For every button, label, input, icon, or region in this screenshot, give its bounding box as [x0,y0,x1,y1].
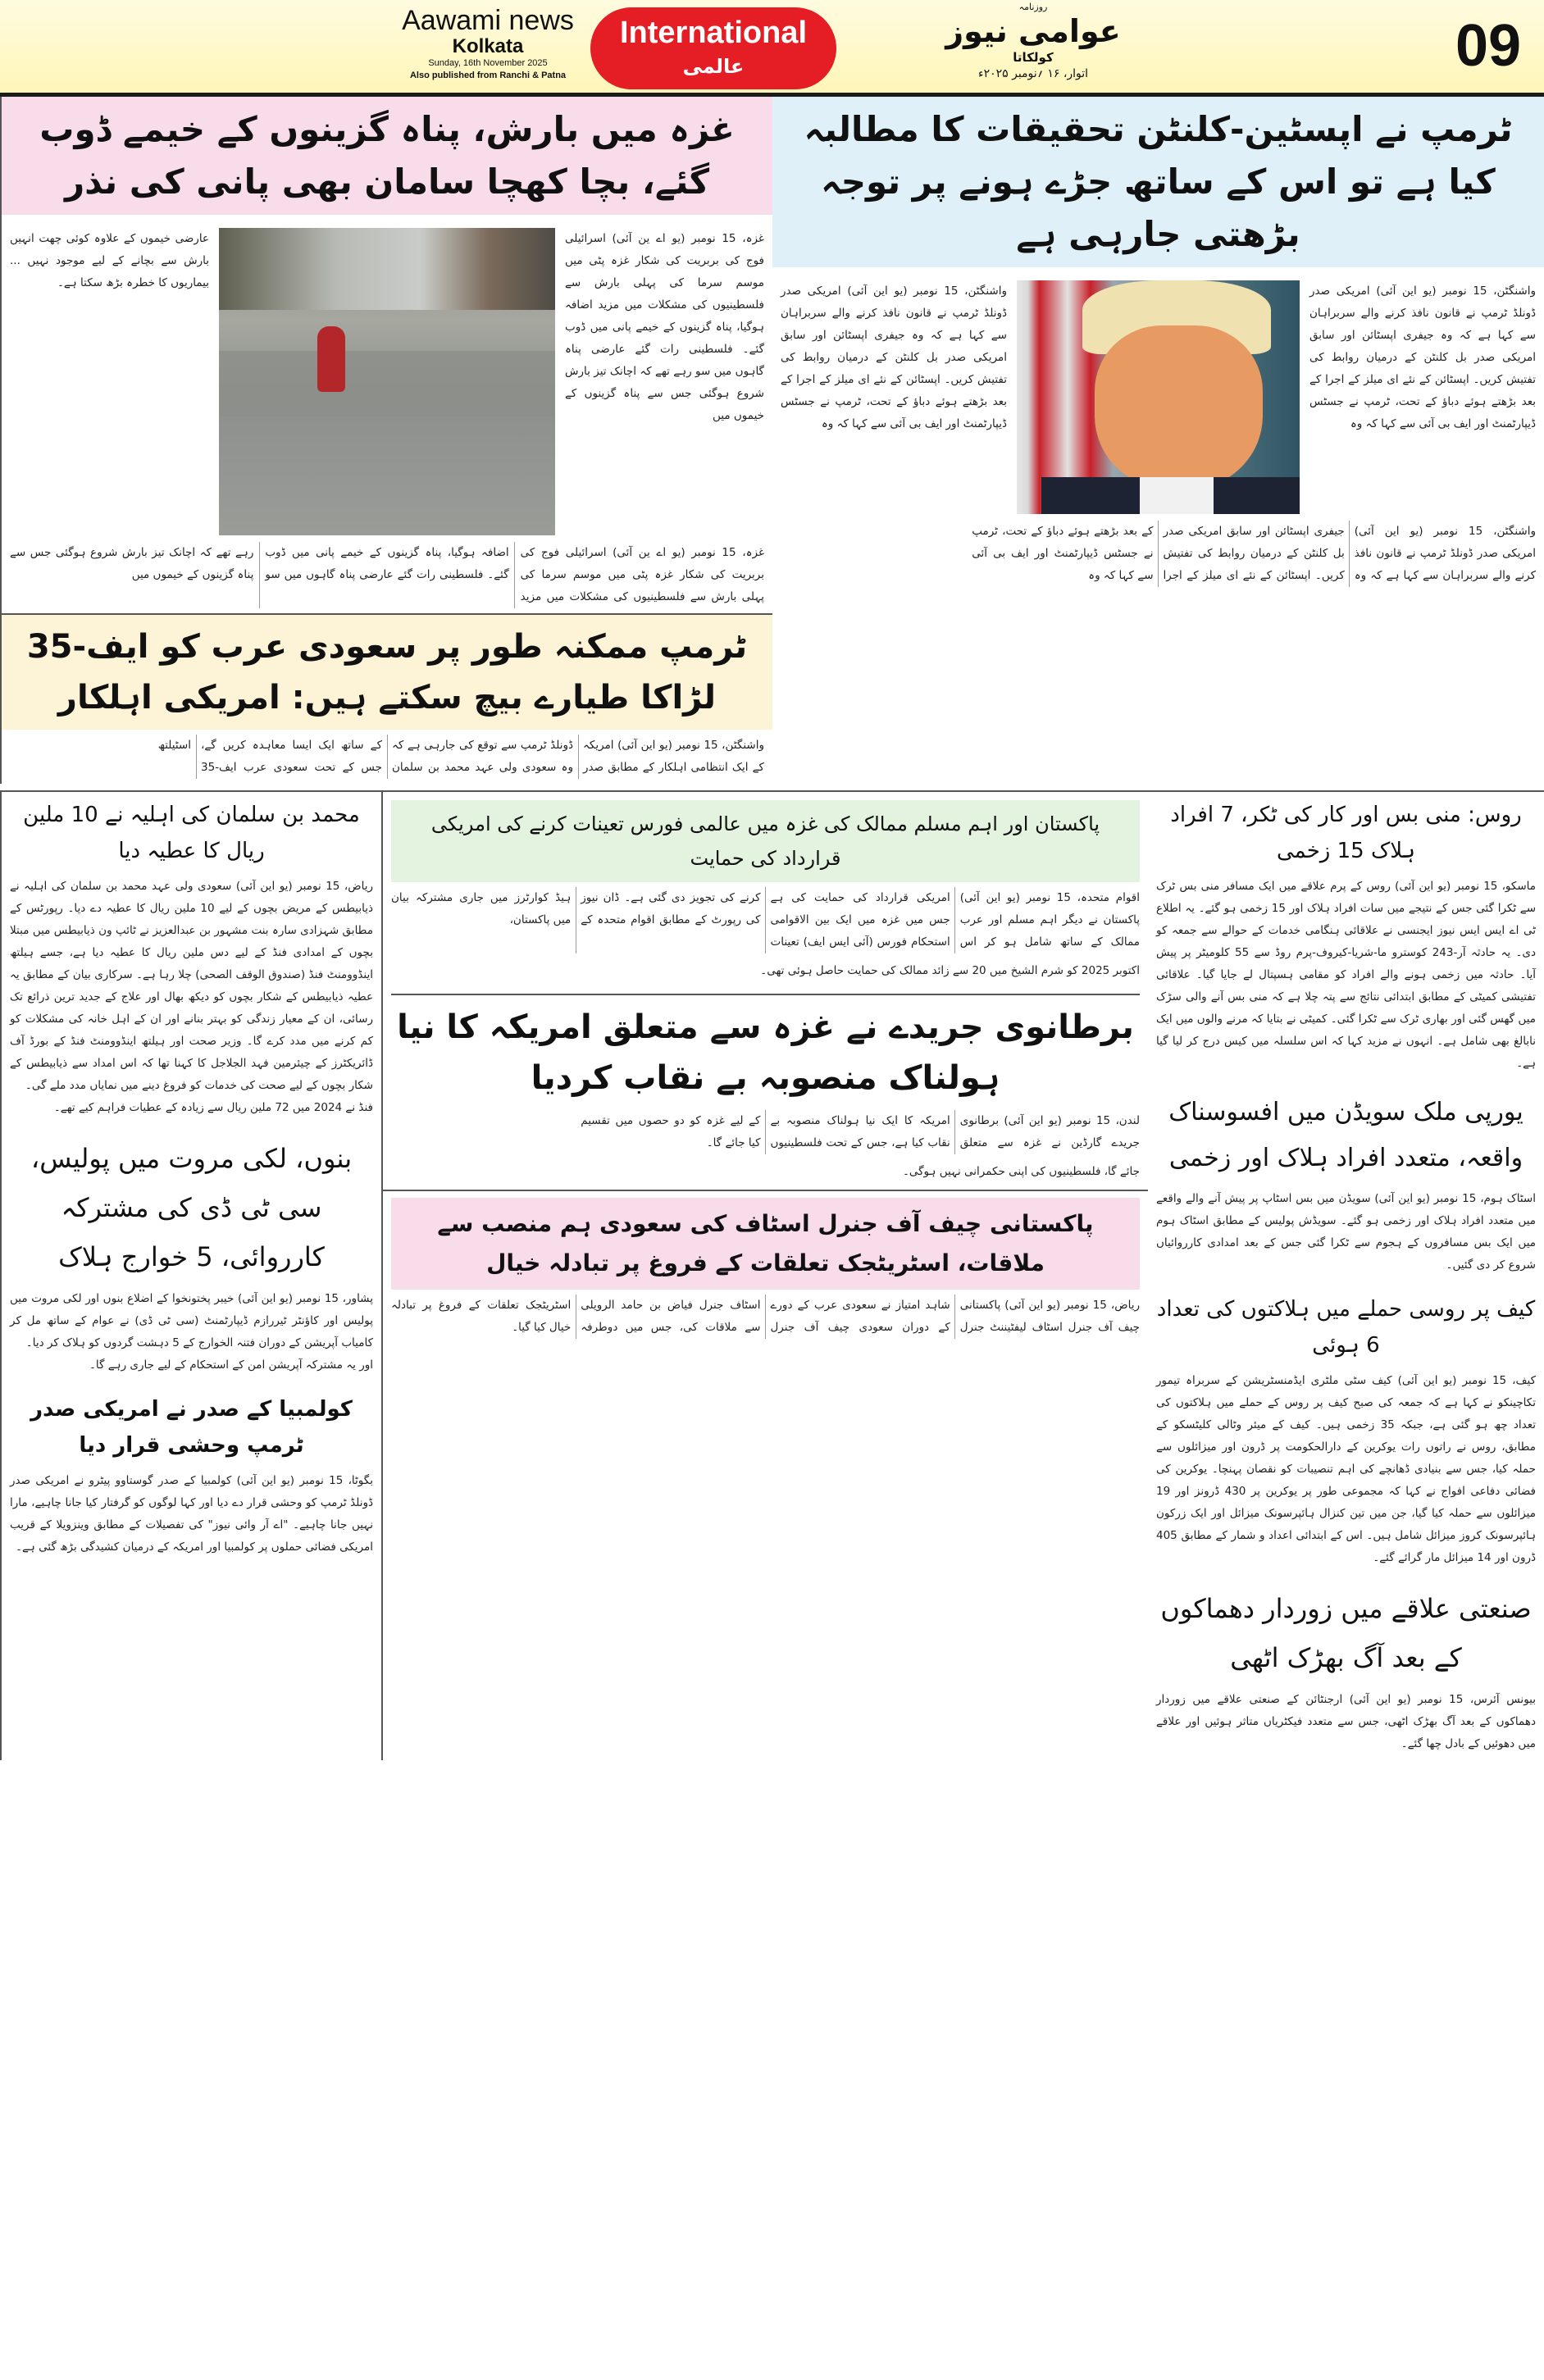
trump-photo [1017,280,1300,514]
article-body: لندن، 15 نومبر (یو این آئی) برطانوی جریدے گارڈین نے غزہ سے متعلق امریکہ کا ایک نیا ہولناک منصوبہ بے نقاب کیا ہے، جس کے تحت فلسطینیوں کے لیے غزہ کو دو حصوں میں تقسیم کیا جائے گا۔ [581,1114,1140,1149]
article-body: اقوام متحدہ، 15 نومبر (یو این آئی) پاکستان نے دیگر اہم مسلم اور عرب ممالک کے ساتھ شامل ہو کر اس امریکی قرارداد کی حمایت کی ہے جس میں غزہ میں ایک بین الاقوامی استحکام فورس (آئی ایس ایف) تعینات کرنے کی تجویز دی گئی ہے۔ ڈان نیوز کی رپورٹ کے مطابق اقوام متحدہ کے ہیڈ کوارٹرز میں جاری مشترکہ بیان میں پاکستان، [391,891,1140,949]
masthead [0,0,1544,97]
article-body-end: جائے گا، فلسطینیوں کی اپنی حکمرانی نہیں ہوگی۔ [902,1165,1140,1178]
headline: کولمبیا کے صدر نے امریکی صدر ٹرمپ وحشی قرار دیا [30,1397,353,1458]
section-label-en: International [619,16,808,50]
article-russia-minibus [1156,797,1536,1075]
headline: پاکستانی چیف آف جنرل اسٹاف کی سعودی ہم منصب سے ملاقات، اسٹریٹجک تعلقات کے فروغ پر تبادلہ خیال [437,1210,1094,1276]
headline: صنعتی علاقے میں زوردار دھماکوں کے بعد آگ بھڑک اٹھی [1160,1593,1532,1673]
article-sweden [1156,1090,1536,1276]
headline: بنوں، لکی مروت میں پولیس، سی ٹی ڈی کی مشترکہ کارروائی، 5 خوارج ہلاک [30,1143,353,1272]
section-badge [590,7,836,89]
lead-row [781,280,1536,514]
headline: برطانوی جریدے نے غزہ سے متعلق امریکہ کا نیا ہولناک منصوبہ بے نقاب کردیا [397,1008,1134,1097]
photo-shirt [1140,477,1214,514]
headline: ٹرمپ ممکنہ طور پر سعودی عرب کو ایف-35 لڑاکا طیارے بیچ سکتے ہیں: امریکی اہلکار [26,628,748,717]
article-gaza-rain [2,97,772,613]
bottom-section [0,790,1544,1760]
article-saudi-f35 [2,613,772,784]
headline: کیف پر روسی حملے میں ہلاکتوں کی تعداد 6 ہوئی [1156,1297,1536,1358]
article-body-continued: غزہ، 15 نومبر (یو اے ین آئی) اسرائیلی فوج کی بربریت کی شکار غزہ پٹی میں موسم سرما کی پہلی بارش سے فلسطینیوں کی مشکلات میں مزید اضافہ ہوگیا، پناہ گزینوں کے خیمے پانی میں ڈوب گئے۔ فلسطینی رات گئے عارضی پناہ گاہوں میں سو رہے تھے کہ اچانک تیز بارش شروع ہوگئی جس سے پناہ گزینوں کے خیموں میں [10,546,764,603]
headline-bg [391,800,1140,882]
headline-bg [2,97,772,215]
article-body-lead: واشنگٹن، 15 نومبر (یو این آئی) امریکی صدر ڈونلڈ ٹرمپ نے قانون نافذ کرنے والے سربراہان سے کہا ہے کہ وہ جیفری اپسٹائن اور سابق امریکی صدر بل کلنٹن کے درمیان روابط کی تفتیش کریں۔ اپسٹائن کے نئے ای میلز کے اجرا کے بعد بڑھتے ہوئے دباؤ کے تحت، ٹرمپ نے جسٹس ڈیپارٹمنٹ اور ایف بی آئی سے کہا کہ وہ [1309,284,1536,430]
article-mbs-donation [10,797,373,1119]
urdu-date: اتوار، ۱۶ ؍نومبر ۲۰۲۵ء [977,67,1089,80]
headline: غزہ میں بارش، پناہ گزینوں کے خیمے ڈوب گئے، بچا کھچا سامان بھی پانی کی نذر [39,109,735,202]
article-body-continued: واشنگٹن، 15 نومبر (یو این آئی) امریکی صدر ڈونلڈ ٹرمپ نے قانون نافذ کرنے والے سربراہان سے کہا ہے کہ وہ جیفری اپسٹائن اور سابق امریکی صدر بل کلنٹن کے درمیان روابط کی تفتیش کریں۔ اپسٹائن کے نئے ای میلز کے اجرا کے بعد بڑھتے ہوئے دباؤ کے تحت، ٹرمپ نے جسٹس ڈیپارٹمنٹ اور ایف بی آئی سے کہا کہ وہ [972,525,1536,582]
urdu-title: عوامی نیوز [945,13,1121,49]
english-nameplate [402,5,574,81]
headline: روس: منی بس اور کار کی ٹکر، 7 افراد ہلاک 15 زخمی [1170,803,1522,863]
article-body: ریاض، 15 نومبر (یو این آئی) سعودی ولی عہد محمد بن سلمان کی اہلیہ نے ذیابیطس کے مریض بچوں کے لیے 10 ملین ریال کا عطیہ دے دیا۔ رپورٹس کے مطابق شہزادی سارہ بنت مشہور بن عبدالعزیز نے ٹائپ ون ذیابیطس میں مبتلا بچوں کے امدادی فنڈ کے لیے دس ملین ریال کا عطیہ دیا ہے، جسے ہیلتھ اینڈوومنٹ فنڈ (صندوق الوقف الصحی) چلا رہا ہے۔ سرکاری بیان کے مطابق یہ عطیہ ذیابیطس کے شکار بچوں کو دیکھ بھال اور علاج کے جدید ترین ذرائع تک رسائی، ان کے معیار زندگی کو بہتر بنانے اور ان کے اہل خانہ کی مشکلات کو کم کرنے میں مدد کرے گا۔ وزیر صحت اور ہیلتھ اینڈوومنٹ فنڈ کے بورڈ آف ڈائریکٹرز کے چیئرمین فہد الجلاجل کا کہنا تھا کہ اس امداد سے ذیابیطس کے شکار بچوں کے لیے صحت کی خدمات کو فروغ دینے میں نمایاں مدد ملے گی۔ [10,880,374,1092]
bottom-right-column [1148,792,1544,1760]
bottom-left-column [0,792,381,1760]
headline-bg [772,97,1544,267]
article-body-end: اکتوبر 2025 کو شرم الشیخ میں 20 سے زائد ممالک کی حمایت حاصل ہوئی تھی۔ [760,964,1140,977]
article-colombia [10,1391,373,1559]
article-body-end: فنڈ نے 2024 میں 72 ملین ریال سے زیادہ کے عطیات فراہم کیے تھے۔ [53,1101,373,1114]
photo-child [317,326,345,392]
photo-face [1095,325,1263,489]
article-trump-epstein [772,97,1544,592]
article-body: کیف، 15 نومبر (یو این آئی) کیف سٹی ملٹری ایڈمنسٹریشن کے سربراہ تیمور تکاچینکو نے کہا ہے کہ جمعہ کی صبح کیف پر روس کے حملے میں ہلاکتوں کی تعداد چھ ہو گئی ہے، جبکہ 35 زخمی ہیں۔ کیف کے میئر وٹالی کلیٹسکو کے مطابق، روس نے راتوں رات یوکرین کے دارالحکومت پر ڈرون اور میزائلوں سے حملہ کیا، جس سے بنیادی ڈھانچے کی اہم تنصیبات کو نقصان پہنچا۔ یوکرین کی فضائی دفاعی افواج نے کہا کہ مجموعی طور پر یوکرین پر 430 ڈرونز اور 19 میزائلوں سے حملہ کیا گیا، جن میں تین کنزال ہائپرسونک میزائل اور ایک زرکون ہائپرسونک کروز میزائل شامل ہیں۔ اس کے ابتدائی اعداد و شمار کے مطابق 405 ڈرون اور 14 میزائل مار گرائے گئے۔ [1156,1374,1537,1564]
article-body: اسٹاک ہوم، 15 نومبر (یو این آئی) سویڈن میں بس اسٹاپ پر پیش آنے والے واقعے میں متعدد افراد ہلاک اور زخمی ہو گئے۔ سویڈش پولیس کے مطابق اسٹاک ہوم میں ایک بس مسافروں کے ہجوم سے ٹکرا گئی جس کے بعد امدادی کارروائیاں شروع کر دی گئیں۔ [1156,1192,1536,1272]
article-army-chief-saudi [383,1190,1148,1344]
headline: پاکستان اور اہم مسلم ممالک کی غزہ میں عالمی فورس تعینات کرنے کی امریکی قرارداد کی حمایت [430,812,1100,870]
article-body: ریاض، 15 نومبر (یو این آئی) پاکستانی چیف آف جنرل اسٹاف لیفٹیننٹ جنرل شاہد امتیاز نے سعودی عرب کے دورے کے دوران سعودی چیف آف جنرل اسٹاف جنرل فیاض بن حامد الرویلی سے ملاقات کی، جس میں دوطرفہ اسٹریٹجک تعلقات کے فروغ پر تبادلہ خیال کیا گیا۔ [391,1299,1140,1334]
top-left-column [0,97,772,784]
english-title: Aawami news [402,5,574,36]
headline: محمد بن سلمان کی اہلیہ نے 10 ملین ریال کا عطیہ دیا [23,803,360,863]
article-pakistan-un-force [383,792,1148,987]
article-body-col: عارضی خیموں کے علاوہ کوئی چھت انہیں بارش سے بچانے کے لیے موجود نہیں ... بیماریوں کا خطرہ بڑھ سکتا ہے۔ [10,232,209,289]
photo-tents [219,228,555,310]
english-city: Kolkata [452,35,524,57]
article-kyiv-attack [1156,1291,1536,1569]
lead-row [10,228,764,535]
article-body: واشنگٹن، 15 نومبر (یو این آئی) امریکہ کے ایک انتظامی اہلکار کے مطابق صدر ڈونلڈ ٹرمپ سے توقع کی جارہی ہے کہ وہ سعودی ولی عہد محمد بن سلمان کے ساتھ ایک ایسا معاہدہ کریں گے، جس کے تحت سعودی عرب ایف-35 اسٹیلتھ [157,739,764,774]
article-industrial-blast [1156,1584,1536,1755]
article-body: بیونس آئرس، 15 نومبر (یو این آئی) ارجنٹائن کے صنعتی علاقے میں زوردار دھماکوں کے بعد آگ بھڑک اٹھی، جس سے متعدد فیکٹریاں متاثر ہوئیں اور علاقے میں دھوئیں کے بادل چھا گئے۔ [1156,1693,1536,1750]
article-bannu-operation [10,1134,373,1377]
bottom-middle-column [381,792,1148,1760]
top-section [0,97,1544,784]
publish-note: Also published from Ranchi & Patna [409,71,567,80]
article-body-col: واشنگٹن، 15 نومبر (یو این آئی) امریکی صدر ڈونلڈ ٹرمپ نے قانون نافذ کرنے والے سربراہان سے کہا ہے کہ وہ جیفری اپسٹائن اور سابق امریکی صدر بل کلنٹن کے درمیان روابط کی تفتیش کریں۔ اپسٹائن کے نئے ای میلز کے اجرا کے بعد بڑھتے ہوئے دباؤ کے تحت، ٹرمپ نے جسٹس ڈیپارٹمنٹ اور ایف بی آئی سے کہا کہ وہ [781,284,1007,430]
page-number: 09 [1455,13,1522,79]
article-body-lead: غزہ، 15 نومبر (یو اے ین آئی) اسرائیلی فوج کی بربریت کی شکار غزہ پٹی میں موسم سرما کی پہلی بارش سے فلسطینیوں کی مشکلات میں مزید اضافہ ہوگیا، پناہ گزینوں کے خیمے پانی میں ڈوب گئے۔ فلسطینی رات گئے عارضی پناہ گاہوں میں سو رہے تھے کہ اچانک تیز بارش شروع ہوگئی جس سے پناہ گزینوں کے خیموں میں [565,232,764,422]
photo-water [219,351,555,416]
section-label-ur: عالمی [682,55,745,78]
headline: ٹرمپ نے اپسٹین-کلنٹن تحقیقات کا مطالبہ کیا ہے تو اس کے ساتھ جڑے ہونے پر توجہ بڑھتی جارہی ہے [804,109,1513,254]
article-body: بگوٹا، 15 نومبر (یو این آئی) کولمبیا کے صدر گوستاوو پیٹرو نے امریکی صدر ڈونلڈ ٹرمپ کو وحشی قرار دے دیا اور کہا لوگوں کو گرفتار کیا جانا چاہیے، مارا نہیں جانا چاہیے۔ "اے آر وائی نیوز" کی تفصیلات کے مطابق وینزویلا کے قریب امریکی فضائی حملوں پر کولمبیا اور امریکہ کے درمیان کشیدگی بڑھ گئی ہے۔ [10,1474,373,1554]
article-body: ماسکو، 15 نومبر (یو این آئی) روس کے پرم علاقے میں ایک مسافر منی بس ٹرک سے ٹکرا گئی جس کے نتیجے میں سات افراد ہلاک اور 15 زخمی ہو گئے۔ یہ اطلاع ٹی اے ایس ایس نیوز ایجنسی نے علاقائی ہنگامی خدمات کے حوالے سے جمعہ کو دی۔ یہ حادثہ آر-243 کوسترو ما-شریا-کیروف-پرم روڈ سے 55 کلومیٹر پر پیش آیا۔ حادثہ میں زخمی ہونے والے افراد کو مقامی ہسپتال لے جایا گیا۔ علاقائی تفتیشی کمیٹی کے مطابق ابتدائی نتائج سے پتہ چلا ہے کہ منی بس آنے والی سڑک میں گھس گئی اور بھاری ٹرک سے ٹکرا گئی۔ کمیٹی نے بتایا کہ مرنے والوں میں ایک نابالغ بھی شامل ہے۔ انہوں نے مزید کہا کہ اس سلسلہ میں کیس درج کر لیا گیا ہے۔ [1156,880,1537,1070]
article-body-end: اور یہ مشترکہ آپریشن امن کے استحکام کے لیے جاری رہے گا۔ [89,1358,373,1372]
urdu-nameplate [910,2,1156,82]
top-right-column [772,97,1544,784]
headline: یورپی ملک سویڈن میں افسوسناک واقعہ، متعدد افراد ہلاک اور زخمی [1168,1098,1524,1172]
article-uk-gaza-plan [391,994,1140,1183]
headline-bg [2,615,772,730]
gaza-photo [219,228,555,535]
english-date: Sunday, 16th November 2025 [428,58,548,68]
headline-bg [391,1198,1140,1290]
urdu-tagline: روزنامہ [1018,2,1048,12]
article-body: پشاور، 15 نومبر (یو این آئی) خیبر پختونخوا کے اضلاع بنوں اور لکی مروت میں پولیس اور کاؤنٹر ٹیررازم ڈیپارٹمنٹ (سی ٹی ڈی) نے عوام کے ساتھ مل کر کامیاب آپریشن کے دوران فتنہ الخوارج کے 5 دہشت گردوں کو ہلاک کر دیا۔ [10,1292,373,1349]
urdu-city: کولکاتا [1013,50,1054,65]
